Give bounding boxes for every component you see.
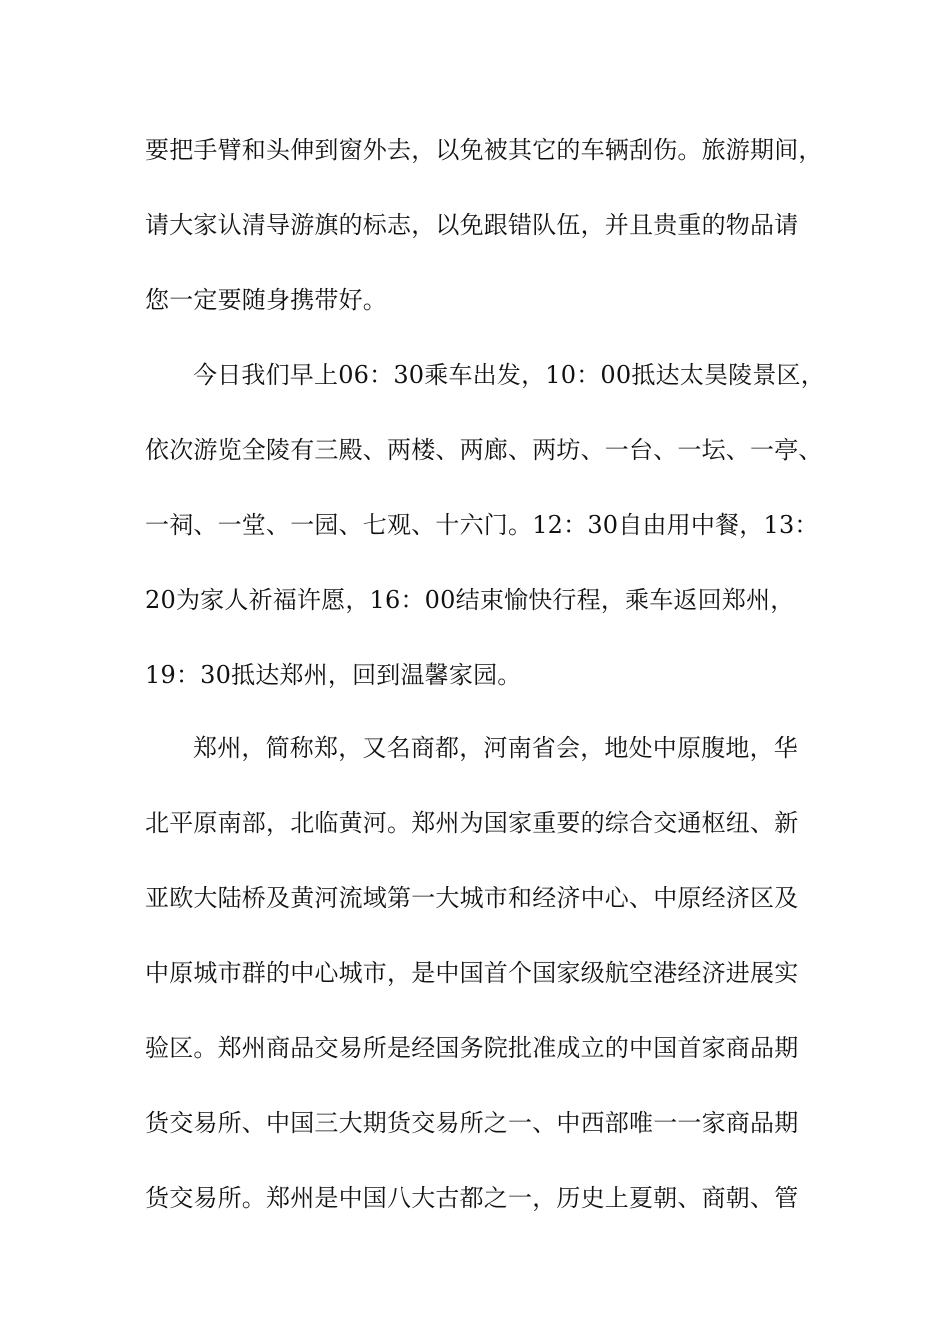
text-line: 请大家认清导游旗的标志，以免跟错队伍，并且贵重的物品请 [145, 211, 799, 239]
paragraph-start-line: 郑州，简称郑，又名商都，河南省会，地处中原腹地，华 [193, 734, 798, 762]
text-line: 您一定要随身携带好。 [145, 286, 387, 314]
text-line: 一祠、一堂、一园、七观、十六门。12：30自由用中餐，13： [145, 511, 819, 539]
text-line: 验区。郑州商品交易所是经国务院批准成立的中国首家商品期 [145, 1034, 799, 1062]
text-line: 亚欧大陆桥及黄河流域第一大城市和经济中心、中原经济区及 [145, 884, 799, 912]
text-line: 依次游览全陵有三殿、两楼、两廊、两坊、一台、一坛、一亭、 [145, 436, 823, 464]
text-line: 要把手臂和头伸到窗外去，以免被其它的车辆刮伤。旅游期间， [145, 136, 823, 164]
text-line: 19：30抵达郑州，回到温馨家园。 [145, 661, 522, 689]
text-line: 货交易所。郑州是中国八大古都之一，历史上夏朝、商朝、管 [145, 1184, 799, 1212]
text-line: 20为家人祈福许愿，16：00结束愉快行程，乘车返回郑州， [145, 586, 795, 614]
paragraph-start-line: 今日我们早上06：30乘车出发，10：00抵达太昊陵景区， [193, 361, 825, 389]
text-line: 中原城市群的中心城市，是中国首个国家级航空港经济进展实 [145, 959, 799, 987]
text-line: 货交易所、中国三大期货交易所之一、中西部唯一一家商品期 [145, 1109, 799, 1137]
text-line: 北平原南部，北临黄河。郑州为国家重要的综合交通枢纽、新 [145, 809, 799, 837]
